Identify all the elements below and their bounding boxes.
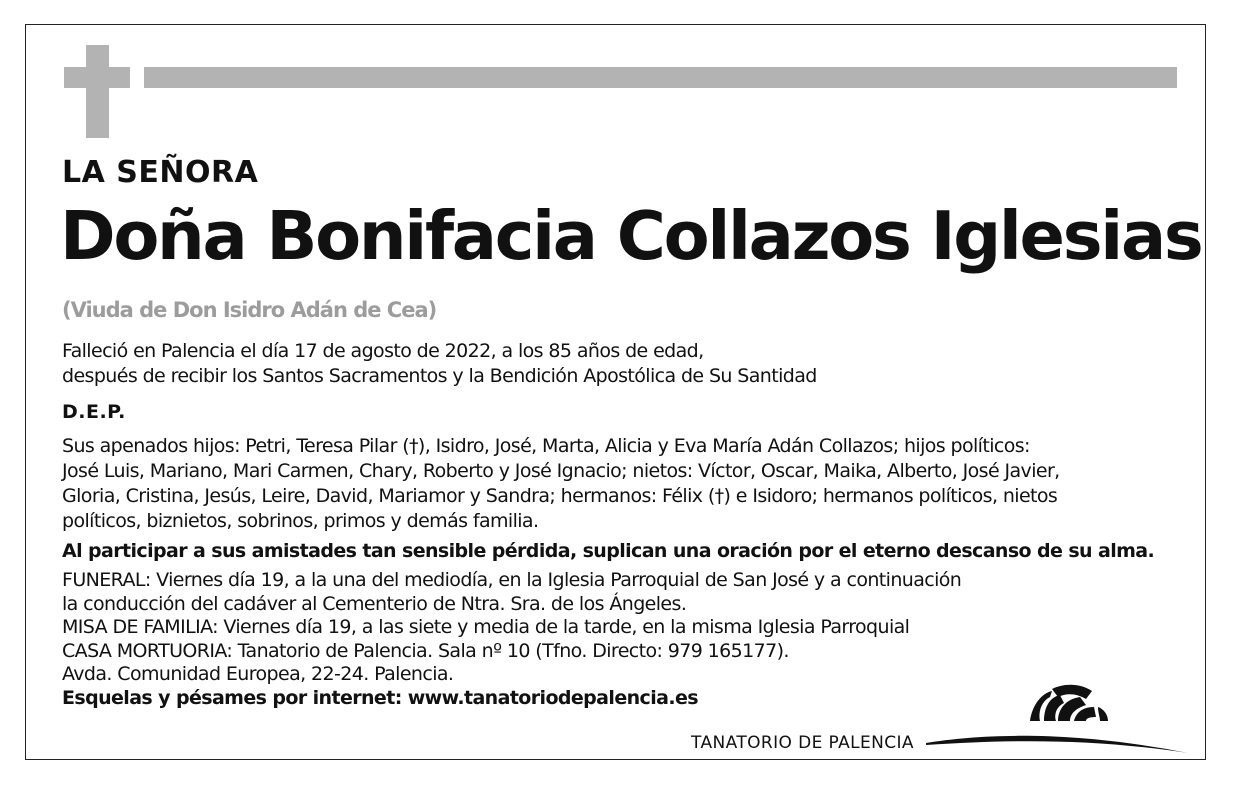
family-line: Gloria, Cristina, Jesús, Leire, David, Mariamor y Sandra; hermanos: Félix (†) e Isidoro; hermanos políticos, nietos [62, 485, 1058, 507]
services-line: Avda. Comunidad Europea, 22-24. Palencia. [62, 663, 454, 685]
cross-icon [64, 45, 130, 138]
header-rule [144, 67, 1177, 88]
services-line: la conducción del cadáver al Cementerio de Ntra. Sra. de los Ángeles. [62, 592, 687, 615]
services-line: FUNERAL: Viernes día 19, a la una del mediodía, en la Iglesia Parroquial de San José y a continuación [62, 569, 962, 591]
prayer-request: Al participar a sus amistades tan sensible pérdida, suplican una oración por el eterno descanso de su alma. [62, 540, 1155, 562]
widow-note: (Viuda de Don Isidro Adán de Cea) [62, 298, 437, 322]
deceased-name: Doña Bonifacia Collazos Iglesias [60, 197, 1202, 275]
family-line: políticos, biznietos, sobrinos, primos y demás familia. [62, 510, 539, 532]
services-line: MISA DE FAMILIA: Viernes día 19, a las siete y media de la tarde, en la misma Iglesia Parroquial [62, 616, 910, 638]
family-line: José Luis, Mariano, Mari Carmen, Chary, Roberto y José Ignacio; nietos: Víctor, Oscar, Maika, Alberto, José Javier, [62, 460, 1060, 482]
death-notice-line: después de recibir los Santos Sacramentos y la Bendición Apostólica de Su Santidad [62, 365, 817, 387]
death-notice [62, 339, 817, 389]
services-info [62, 569, 961, 710]
honorific-title: LA SEÑORA [62, 155, 259, 190]
rip-text: D.E.P. [62, 401, 126, 423]
death-notice-line: Falleció en Palencia el día 17 de agosto de 2022, a los 85 años de edad, [62, 340, 704, 362]
family-list [62, 434, 1060, 534]
family-line: Sus apenados hijos: Petri, Teresa Pilar (†), Isidro, José, Marta, Alicia y Eva María Adán Collazos; hijos políticos: [62, 435, 1030, 457]
web-link-line: Esquelas y pésames por internet: www.tanatoriodepalencia.es [62, 686, 698, 709]
tanatorio-dome-logo-icon [926, 677, 1188, 757]
services-line: CASA MORTUORIA: Tanatorio de Palencia. Sala nº 10 (Tfno. Directo: 979 165177). [62, 639, 789, 662]
tanatorio-brand: TANATORIO DE PALENCIA [691, 733, 914, 753]
